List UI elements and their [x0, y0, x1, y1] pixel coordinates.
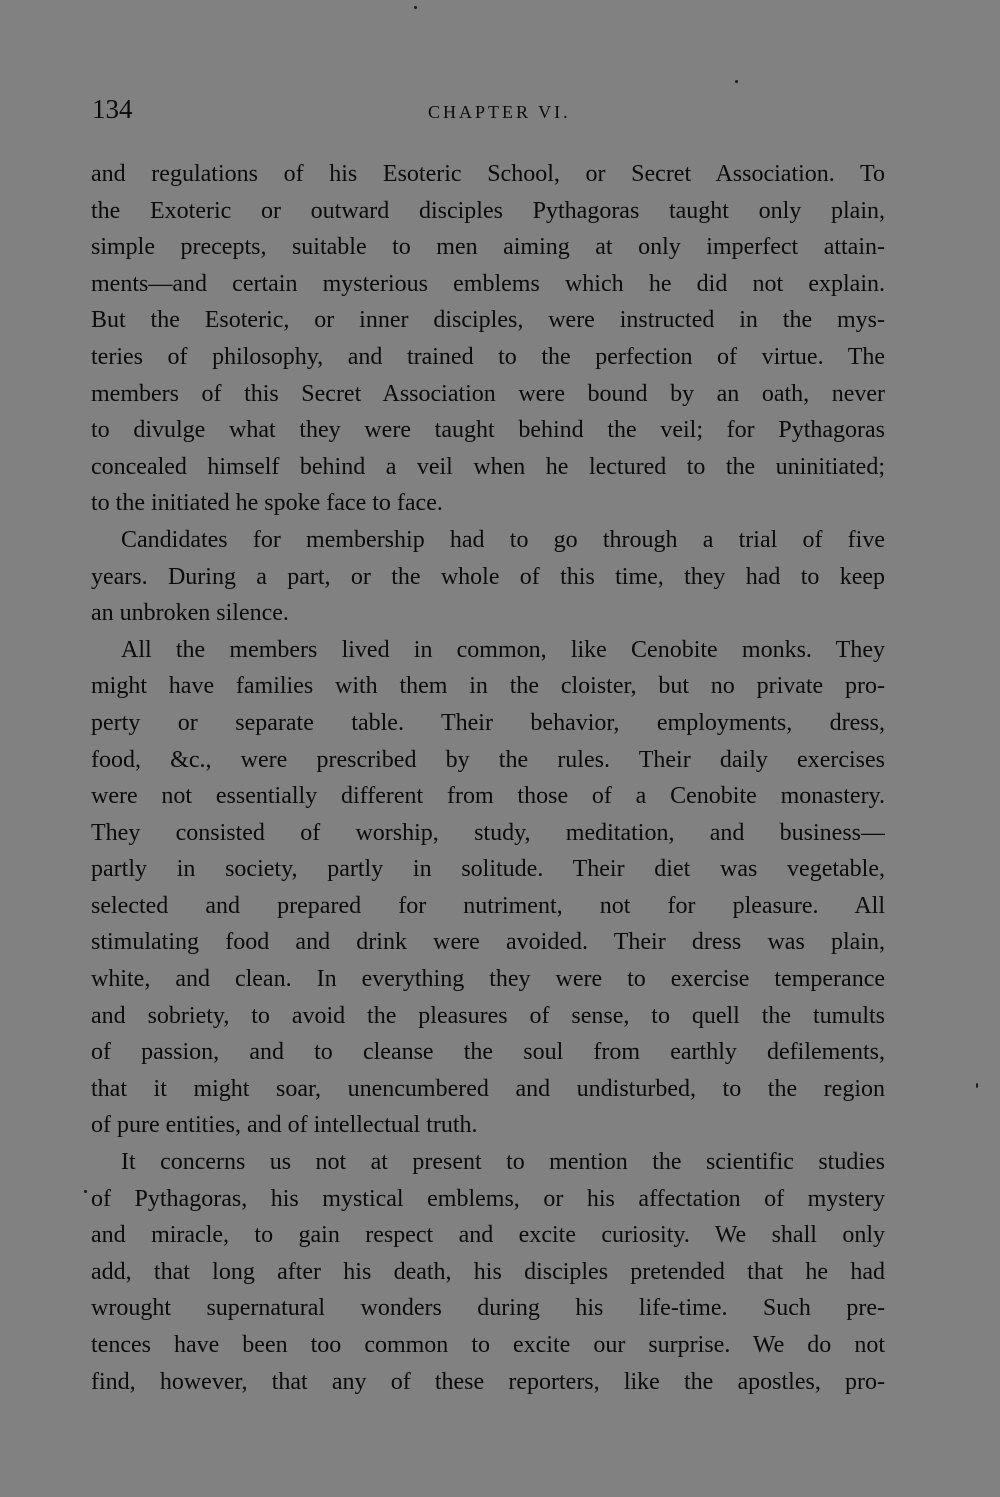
text-line: stimulating food and drink were avoided. Their dress was plain, [91, 929, 885, 956]
text-line: and sobriety, to avoid the pleasures of sense, to quell the tumults [91, 1002, 885, 1029]
text-line: concealed himself behind a veil when he lectured to the uninitiated; [91, 453, 885, 480]
text-line: years. During a part, or the whole of this time, they had to keep [91, 563, 885, 590]
text-line: It concerns us not at present to mention the scientific studies [121, 1149, 885, 1176]
text-line: They consisted of worship, study, meditation, and business— [91, 819, 885, 846]
text-line: that it might soar, unencumbered and undisturbed, to the region [91, 1075, 885, 1102]
body-text [91, 156, 885, 1400]
page-number: 134 [92, 94, 133, 124]
text-line: were not essentially different from those of a Cenobite monastery. [91, 783, 885, 810]
text-line: Candidates for membership had to go through a trial of five [121, 526, 885, 553]
text-line: wrought supernatural wonders during his life-time. Such pre- [91, 1295, 885, 1322]
text-line: find, however, that any of these reporters, like the apostles, pro- [91, 1368, 885, 1395]
paper-speck [84, 1190, 87, 1193]
text-line: All the members lived in common, like Cenobite monks. They [121, 636, 885, 663]
text-line: members of this Secret Association were bound by an oath, never [91, 380, 885, 407]
text-line: an unbroken silence. [91, 600, 289, 627]
text-line: food, &c., were prescribed by the rules. Their daily exercises [91, 746, 885, 773]
paper-speck [414, 6, 417, 9]
text-line: of passion, and to cleanse the soul from earthly defilements, [91, 1039, 885, 1066]
text-line: to the initiated he spoke face to face. [91, 490, 443, 517]
text-line: tences have been too common to excite our surprise. We do not [91, 1332, 885, 1358]
text-line: simple precepts, suitable to men aiming at only imperfect attain- [91, 234, 885, 261]
text-line: teries of philosophy, and trained to the perfection of virtue. The [91, 343, 885, 370]
text-line: add, that long after his death, his disciples pretended that he had [91, 1258, 885, 1285]
text-line: white, and clean. In everything they were to exercise temperance [91, 966, 885, 993]
paper-speck [735, 80, 738, 83]
text-line: selected and prepared for nutriment, not for pleasure. All [91, 892, 885, 919]
text-line: perty or separate table. Their behavior, employments, dress, [91, 709, 885, 736]
paper-speck [976, 1083, 978, 1088]
text-line: the Exoteric or outward disciples Pythagoras taught only plain, [91, 197, 885, 224]
text-line: of Pythagoras, his mystical emblems, or his affectation of mystery [91, 1185, 885, 1212]
text-line: partly in society, partly in solitude. Their diet was vegetable, [91, 856, 885, 883]
text-line: ments—and certain mysterious emblems which he did not explain. [91, 270, 885, 297]
text-line: and miracle, to gain respect and excite curiosity. We shall only [91, 1222, 885, 1249]
text-line: of pure entities, and of intellectual truth. [91, 1112, 478, 1139]
text-line: and regulations of his Esoteric School, or Secret Association. To [91, 161, 885, 187]
text-line: might have families with them in the cloister, but no private pro- [91, 673, 885, 700]
text-line: But the Esoteric, or inner disciples, were instructed in the mys- [91, 307, 885, 334]
running-head: CHAPTER VI. [428, 102, 571, 122]
text-line: to divulge what they were taught behind the veil; for Pythagoras [91, 417, 885, 444]
page-header [92, 94, 888, 134]
